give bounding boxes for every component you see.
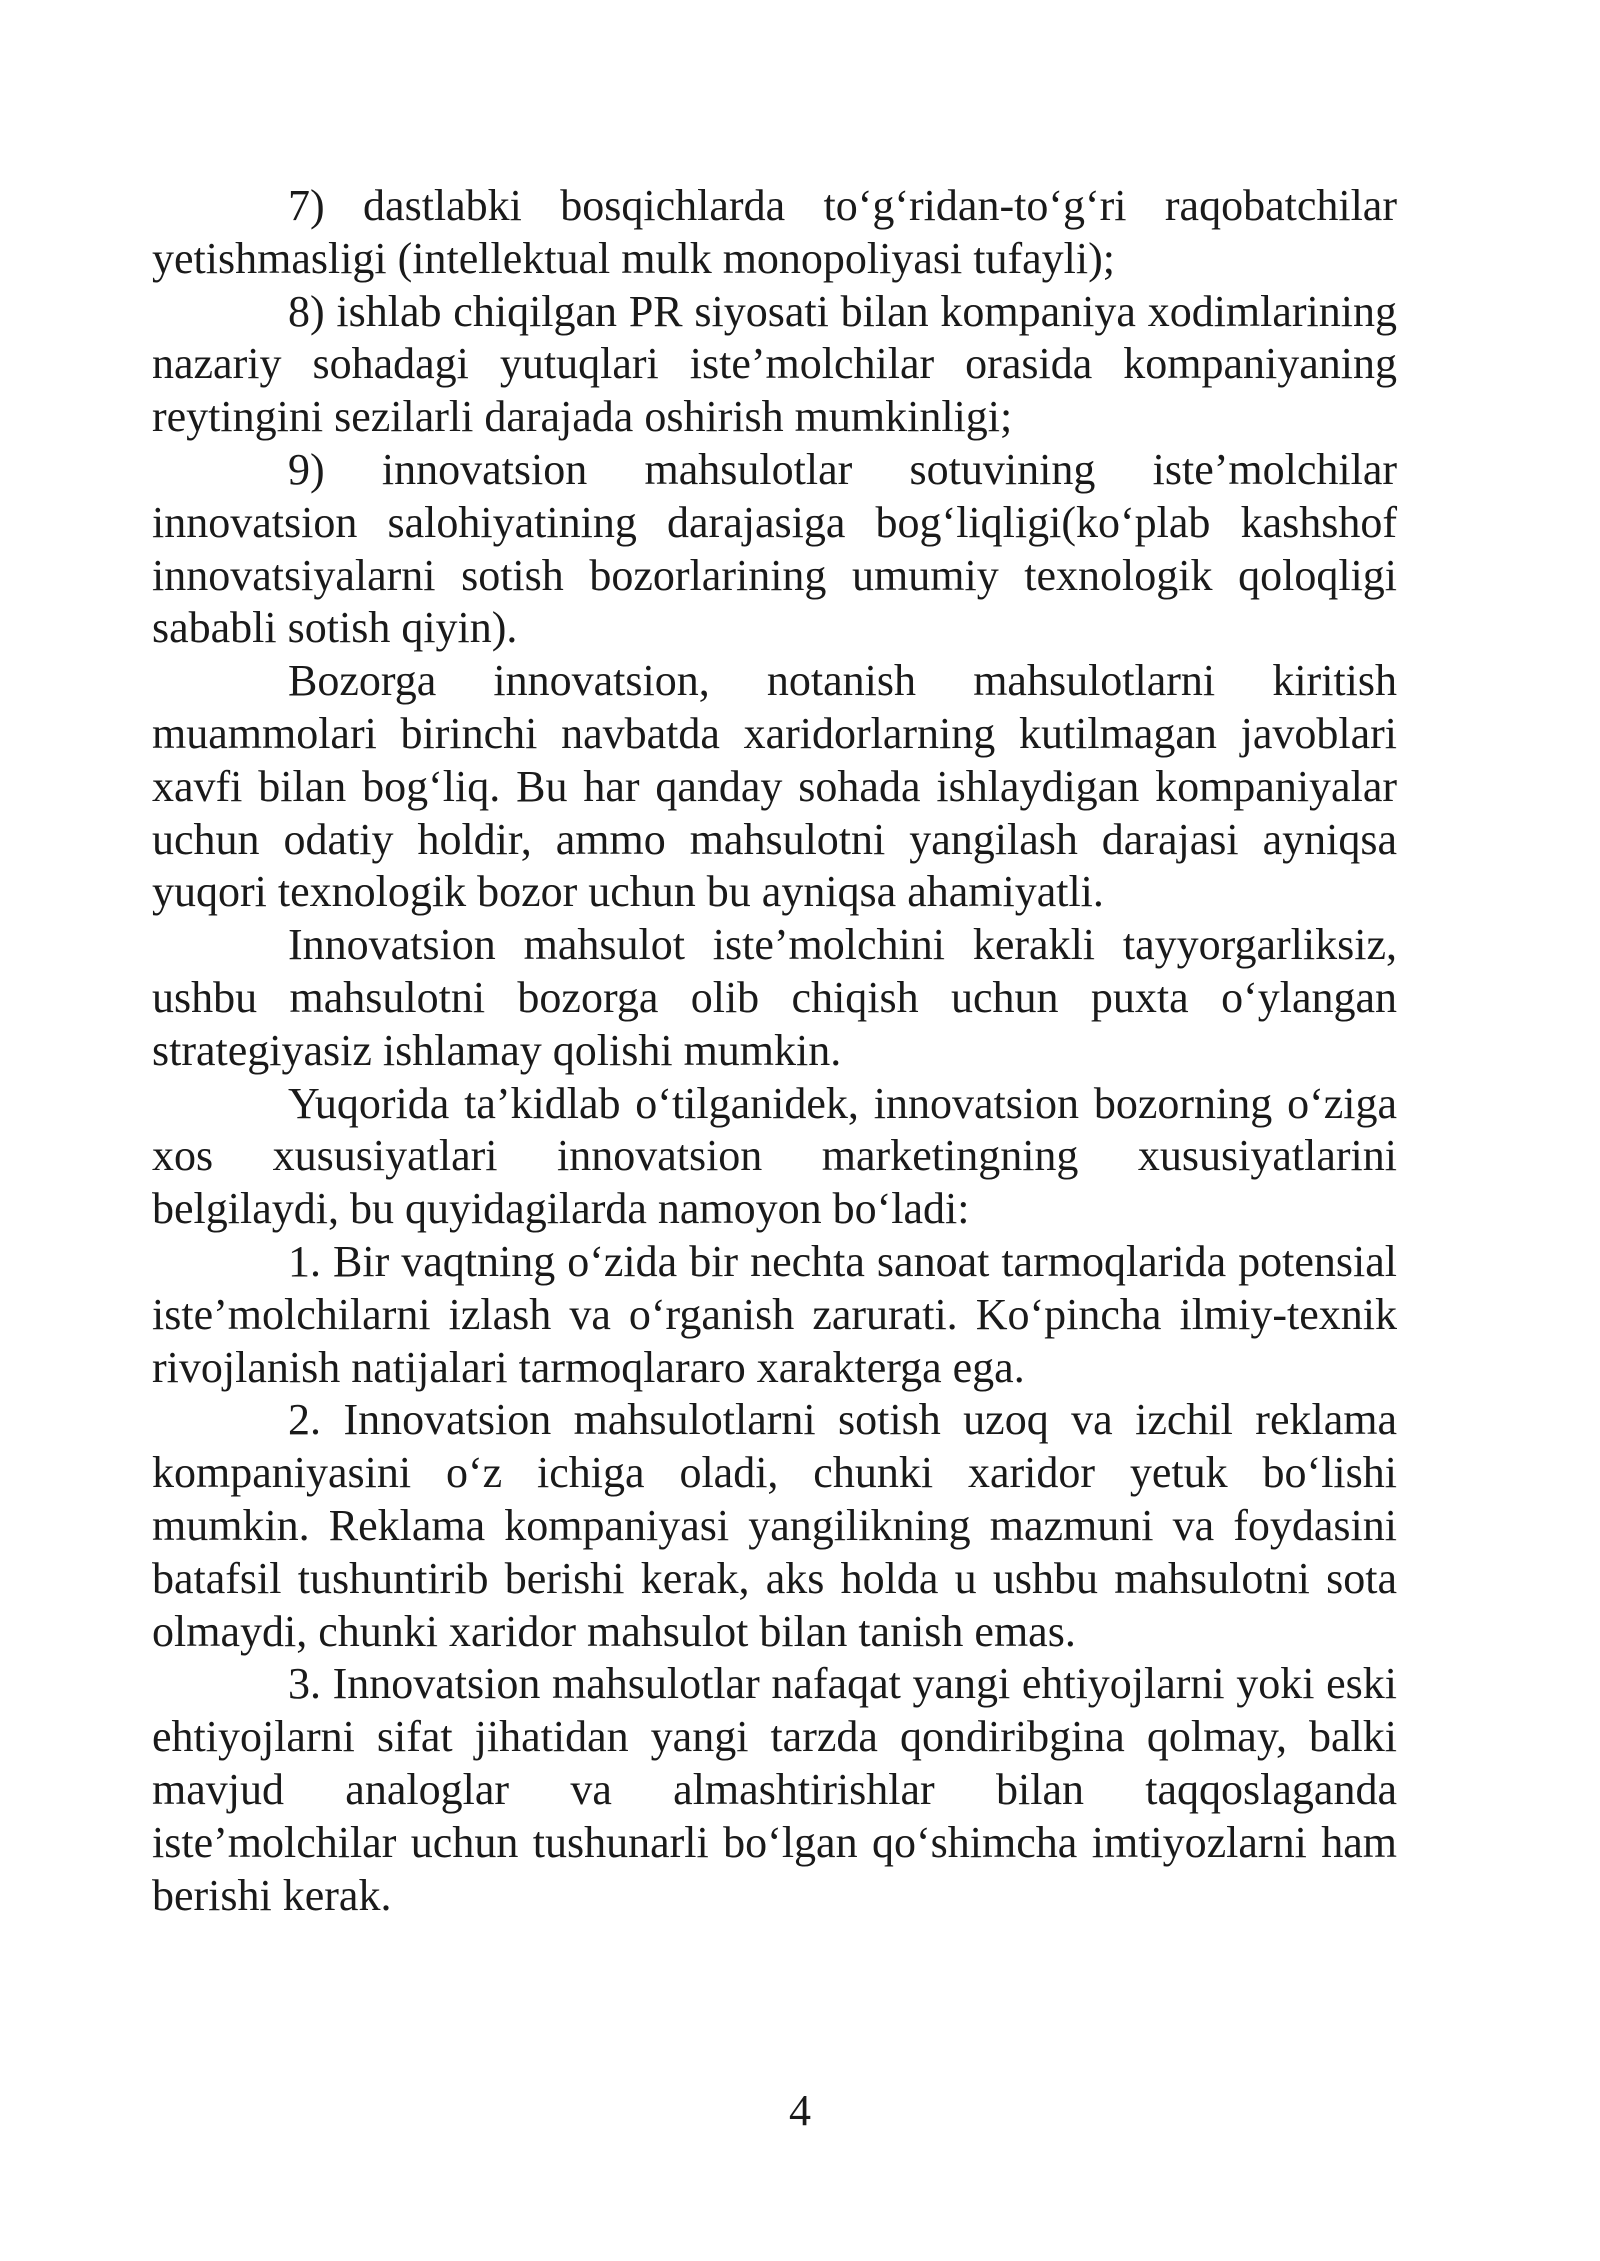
paragraph-consumer-readiness: Innovatsion mahsulot iste’molchini kerakli tayyorgarliksiz, ushbu mahsulotni bozorga olib chiqish uchun puxta o‘ylangan strategiyasiz ishlamay qolishi mumkin.: [152, 920, 1397, 1075]
paragraph-feature-2: 2. Innovatsion mahsulotlarni sotish uzoq va izchil reklama kompaniyasini o‘z ichiga oladi, chunki xaridor yetuk bo‘lishi mumkin. Reklama kompaniyasi yangilikning mazmuni va foydasini batafsil tushuntirib berishi kerak, aks holda u ushbu mahsulotni sota olmaydi, chunki xaridor mahsulot bilan tanish emas.: [152, 1395, 1397, 1656]
text-body: [152, 180, 1397, 1922]
page-number: 4: [789, 2086, 811, 2135]
paragraph-item-7: 7) dastlabki bosqichlarda to‘g‘ridan-to‘g‘ri raqobatchilar yetishmasligi (intellektual mulk monopoliyasi tufayli);: [152, 181, 1397, 283]
paragraph-item-9: 9) innovatsion mahsulotlar sotuvining iste’molchilar innovatsion salohiyatining darajasiga bog‘liqligi(ko‘plab kashshof innovatsiyalarni sotish bozorlarining umumiy texnologik qoloqligi sababli sotish qiyin).: [152, 444, 1397, 653]
paragraph-market-problems: Bozorga innovatsion, notanish mahsulotlarni kiritish muammolari birinchi navbatda xaridorlarning kutilmagan javoblari xavfi bilan bog‘liq. Bu har qanday sohada ishlaydigan kompaniyalar uchun odatiy holdir, ammo mahsulotni yangilash darajasi ayniqsa yuqori texnologik bozor uchun bu ayniqsa ahamiyatli.: [152, 656, 1397, 917]
paragraph-marketing-features-intro: Yuqorida ta’kidlab o‘tilganidek, innovatsion bozorning o‘ziga xos xususiyatlari innovatsion marketingning xususiyatlarini belgilaydi, bu quyidagilarda namoyon bo‘ladi:: [152, 1078, 1397, 1234]
paragraph-item-8: 8) ishlab chiqilgan PR siyosati bilan kompaniya xodimlarining nazariy sohadagi yutuqlari iste’molchilar orasida kompaniyaning reytingini sezilarli darajada oshirish mumkinligi;: [152, 286, 1397, 442]
paragraph-feature-3: 3. Innovatsion mahsulotlar nafaqat yangi ehtiyojlarni yoki eski ehtiyojlarni sifat jihatidan yangi tarzda qondiribgina qolmay, balki mavjud analoglar va almashtirishlar bilan taqqoslaganda iste’molchilar uchun tushunarli bo‘lgan qo‘shimcha imtiyozlarni ham berishi kerak.: [152, 1659, 1397, 1920]
paragraph-feature-1: 1. Bir vaqtning o‘zida bir nechta sanoat tarmoqlarida potensial iste’molchilarni izlash va o‘rganish zarurati. Ko‘pincha ilmiy-texnik rivojlanish natijalari tarmoqlararo xarakterga ega.: [152, 1236, 1397, 1392]
